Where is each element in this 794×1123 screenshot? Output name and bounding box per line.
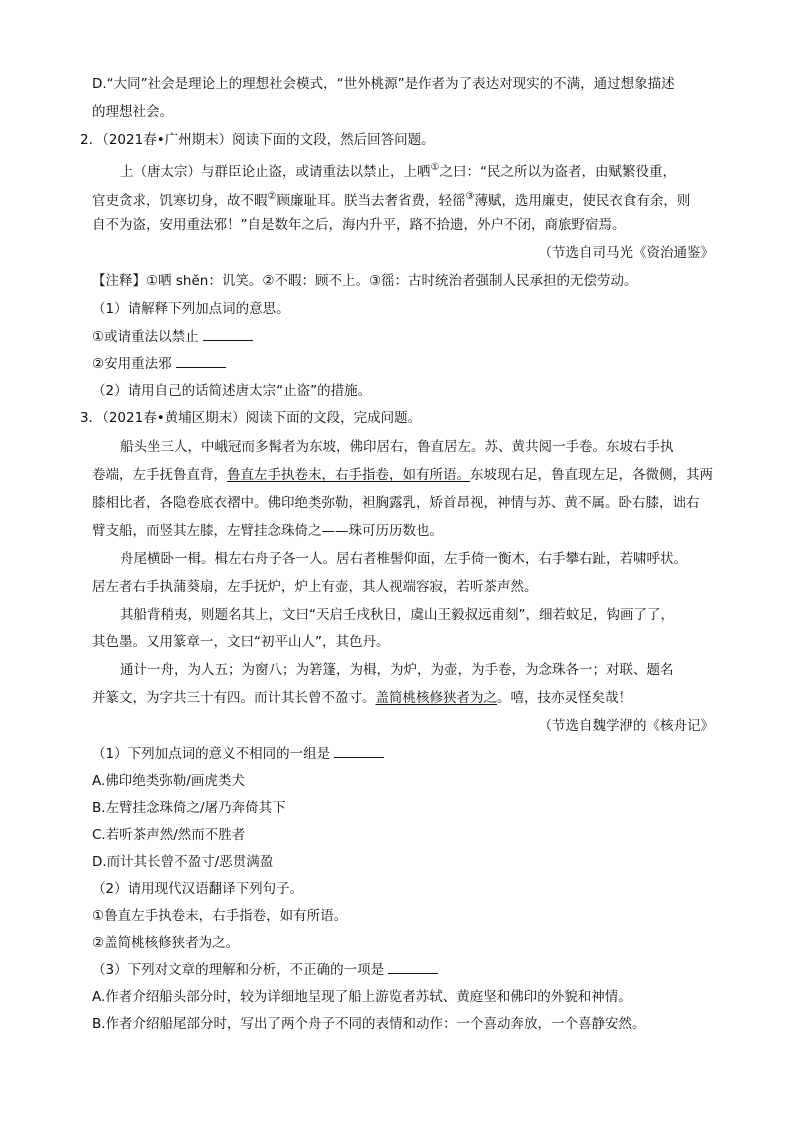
q3-option-d: D.而计其长曾不盈寸/恶贯满盈 [92, 854, 274, 870]
q2-sub1-item-1-text: ①或请重法以禁止 [92, 329, 199, 345]
q2-notes: 【注释】①哂 shěn：讥笑。②不暇：顾不上。③徭：古时统治者强制人民承担的无偿劳动。 [92, 273, 638, 289]
note-marker-3: ③ [465, 191, 475, 202]
q2-p1-text-b: 之曰：“民之所以为盗者，由赋繁役重， [439, 164, 676, 180]
q3-s2-item-2: ②盖简桃核修狭者为之。 [92, 935, 240, 951]
answer-blank[interactable] [388, 961, 438, 974]
question-2-header: 2．（2021春•广州期末）阅读下面的文段，然后回答问题。 [80, 132, 435, 148]
q2-p2-text-b: 顾廉耻耳。朕当去奢省费，轻徭 [276, 193, 466, 209]
option-d-line2: 的理想社会。 [92, 104, 173, 120]
q3-l10-text-a: 并篆文，为字共三十有四。而计其长曾不盈寸。 [92, 690, 376, 706]
q2-sub1-item-2 [92, 354, 226, 374]
q3-l2-text-a: 卷端，左手抚鲁直背， [92, 467, 227, 483]
q2-sub1-item-2-text: ②安用重法邪 [92, 356, 172, 372]
q3-passage-line4: 臂支船，而竖其左膝，左臂挂念珠倚之——珠可历历数也。 [92, 523, 443, 539]
q3-l2-underlined: 鲁直左手执卷末，右手指卷，如有所语。 [227, 467, 470, 483]
q3-passage-line6: 居左者右手执蒲葵扇，左手抚炉，炉上有壶，其人视端容寂，若听茶声然。 [92, 579, 538, 595]
q3-subquestion-1 [92, 744, 384, 764]
q2-p2-text-a: 官吏贪求，饥寒切身，故不暇 [92, 193, 268, 209]
q3-passage-line5: 舟尾横卧一楫。楫左右舟子各一人。居右者椎髻仰面，左手倚一衡木，右手攀右趾，若啸呼状。 [120, 551, 687, 567]
q3-passage-line8: 其色墨。又用篆章一，文曰“初平山人”，其色丹。 [92, 634, 390, 650]
q3-passage-line9: 通计一舟，为人五；为窗八；为箬篷，为楫，为炉，为壶，为手卷，为念珠各一；对联、题名 [120, 662, 674, 678]
option-d-line1: D.“大同”社会是理论上的理想社会模式，“世外桃源”是作者为了表达对现实的不满，通过想象描述 [92, 76, 675, 92]
q2-subquestion-1: （1）请解释下列加点词的意思。 [92, 301, 290, 317]
q3-passage-line3: 膝相比者，各隐卷底衣褶中。佛印绝类弥勒，袒胸露乳，矫首昂视，神情与苏、黄不属。卧右膝，诎右 [92, 495, 700, 511]
note-marker-2: ② [267, 191, 277, 202]
q3-passage-line7: 其船背稍夷，则题名其上，文曰“天启壬戌秋日，虞山王毅叔远甫刻”，细若蚊足，钩画了了， [120, 607, 674, 623]
q3-option-c: C.若听茶声然/然而不胜者 [92, 827, 246, 843]
q3-option-a: A.佛印绝类弥勒/画虎类犬 [92, 773, 245, 789]
q3-s3-option-b: B.作者介绍船尾部分时，写出了两个舟子不同的表情和动作：一个喜动奔放，一个喜静安然。 [92, 1016, 646, 1032]
q3-passage-line10 [92, 688, 632, 708]
q3-l10-underlined: 盖简桃核修狭者为之 [375, 690, 497, 706]
q3-passage-line2 [92, 465, 713, 485]
q3-subquestion-2: （2）请用现代汉语翻译下列句子。 [92, 881, 304, 897]
q2-passage-line1 [120, 158, 676, 178]
q3-l10-text-b: 。嘻，技亦灵怪矣哉！ [497, 690, 632, 706]
q2-subquestion-2: （2）请用自己的话简述唐太宗“止盗”的措施。 [92, 383, 372, 399]
q3-option-b: B.左臂挂念珠倚之/屠乃奔倚其下 [92, 800, 286, 816]
question-3-header: 3．（2021春•黄埔区期末）阅读下面的文段，完成问题。 [80, 410, 422, 426]
q3-s3-text: （3）下列对文章的理解和分析，不正确的一项是 [92, 962, 385, 978]
q2-p1-text-a: 上（唐太宗）与群臣论止盗，或请重法以禁止，上哂 [120, 164, 431, 180]
answer-blank[interactable] [334, 745, 384, 758]
q2-passage-line3: 自不为盗，安用重法邪！”自是数年之后，海内升平，路不拾遗，外户不闭，商旅野宿焉。 [92, 217, 626, 233]
q3-source: （节选自魏学洢的《核舟记》 [538, 718, 714, 734]
q2-source: （节选自司马光《资治通鉴》 [538, 245, 714, 261]
q3-l2-text-b: 东坡现右足，鲁直现左足，各微侧，其两 [470, 467, 713, 483]
q2-p2-text-c: 薄赋，选用廉吏，使民衣食有余，则 [474, 193, 691, 209]
q3-s3-option-a: A.作者介绍船头部分时，较为详细地呈现了船上游览者苏轼、黄庭坚和佛印的外貌和神情。 [92, 989, 632, 1005]
q3-subquestion-3 [92, 960, 438, 980]
answer-blank[interactable] [176, 355, 226, 368]
q2-passage-line2 [92, 187, 690, 207]
q2-sub1-item-1 [92, 327, 253, 347]
q3-passage-line1: 船头坐三人，中峨冠而多髯者为东坡，佛印居右，鲁直居左。苏、黄共阅一手卷。东坡右手执 [120, 439, 674, 455]
q3-s1-text: （1）下列加点词的意义不相同的一组是 [92, 746, 331, 762]
q3-s2-item-1: ①鲁直左手执卷末，右手指卷，如有所语。 [92, 908, 348, 924]
answer-blank[interactable] [203, 328, 253, 341]
note-marker-1: ① [430, 162, 440, 173]
